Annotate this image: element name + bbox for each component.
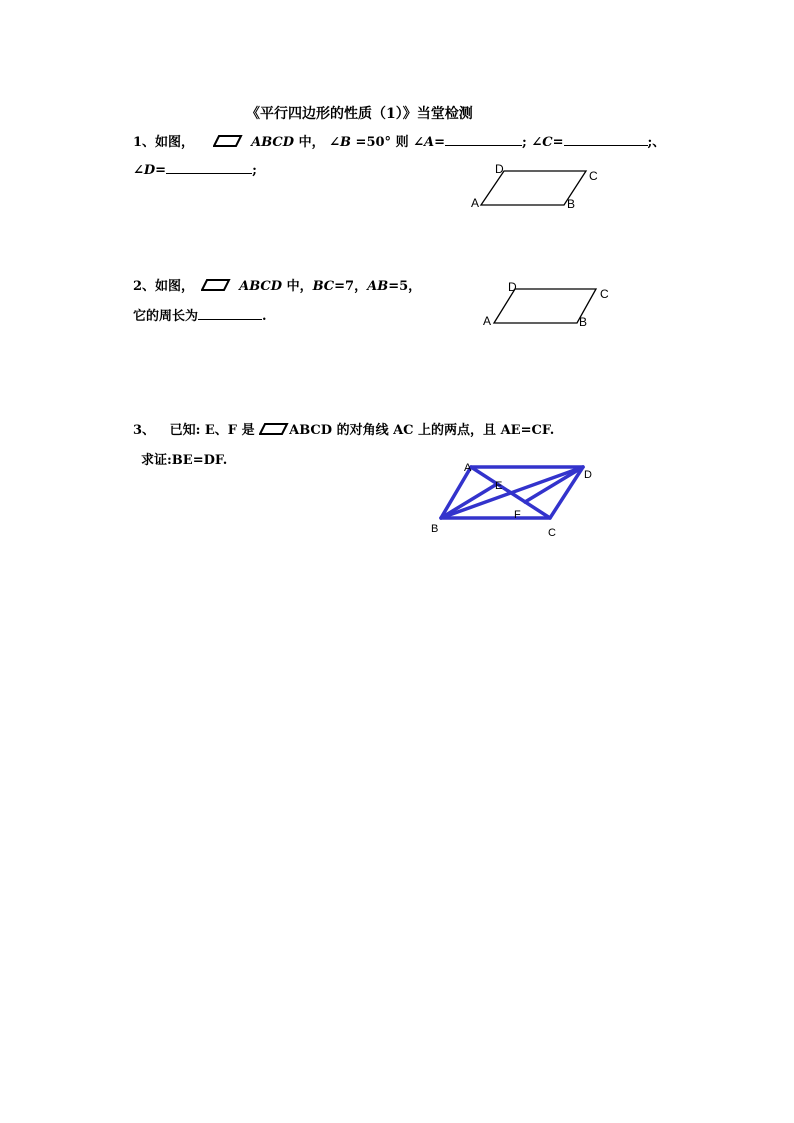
- question-1-ze: 则: [395, 135, 409, 150]
- question-1-figure-name: ABCD: [251, 135, 295, 150]
- vertex-label-d: D: [508, 280, 517, 294]
- question-2-bc-value: =7，: [334, 279, 368, 294]
- question-3-line-1: [133, 419, 554, 438]
- question-1-semicolon-1: ;: [522, 135, 527, 150]
- vertex-label-b: B: [579, 315, 588, 329]
- question-2-parallelogram-figure: [480, 280, 615, 332]
- point-label-f: F: [514, 509, 521, 521]
- question-2-figure-name: ABCD: [239, 279, 283, 294]
- vertex-label-d: D: [495, 162, 504, 176]
- question-1-angle-d: ∠D: [133, 163, 156, 178]
- parallelogram-icon: [259, 423, 289, 435]
- question-1-angle-a: ∠A: [413, 135, 435, 150]
- answer-blank-perimeter[interactable]: [198, 307, 262, 320]
- question-1-equals-a: =: [434, 135, 445, 150]
- vertex-label-a: A: [464, 462, 472, 474]
- point-label-e: E: [495, 480, 503, 492]
- question-2-ab-value: =5，: [388, 279, 422, 294]
- question-3-prove: 求证:BE=DF.: [141, 453, 228, 468]
- vertex-label-c: C: [600, 287, 609, 301]
- question-1-number: 1、如图，: [133, 135, 195, 150]
- question-2-bc: BC: [312, 279, 335, 294]
- answer-blank-angle-c[interactable]: [564, 133, 648, 146]
- vertex-label-c: C: [589, 169, 598, 183]
- vertex-label-a: A: [483, 314, 492, 328]
- answer-blank-angle-a[interactable]: [445, 133, 522, 146]
- question-2-perimeter-text: 它的周长为: [133, 309, 199, 324]
- answer-blank-angle-d[interactable]: [166, 161, 252, 174]
- question-1-semicolon-3: ;: [252, 163, 257, 178]
- question-1-line-2: [133, 161, 257, 178]
- question-1-parallelogram-figure: [465, 158, 605, 214]
- vertex-label-b: B: [431, 523, 439, 535]
- parallelogram-icon: [201, 279, 231, 291]
- vertex-label-d: D: [584, 469, 592, 481]
- question-1-angle-b: ∠B: [329, 135, 352, 150]
- question-2-ab: AB: [367, 279, 389, 294]
- vertex-label-c: C: [548, 527, 556, 539]
- question-1-semicolon-2: ;、: [647, 135, 666, 150]
- question-3-parallelogram-figure: [428, 458, 603, 540]
- question-1-zhong: 中，: [298, 135, 325, 150]
- question-3-number: 3、: [133, 423, 156, 438]
- question-1-angle-b-value: =50°: [355, 135, 392, 150]
- question-2-line-1: [133, 275, 421, 294]
- question-3-given-end: ABCD 的对角线 AC 上的两点，且 AE=CF.: [289, 423, 555, 438]
- vertex-label-a: A: [471, 196, 480, 210]
- question-1-angle-c: ∠C: [531, 135, 553, 150]
- question-2-line-2: [133, 305, 267, 324]
- question-3-given-start: 已知: E、F 是: [169, 423, 255, 438]
- question-1-equals-c: =: [552, 135, 564, 150]
- question-2-zhong: 中，: [282, 279, 313, 294]
- question-2-number: 2、如图，: [133, 279, 195, 294]
- page-title: 《平行四边形的性质（1）》当堂检测: [246, 106, 473, 122]
- vertex-label-b: B: [567, 197, 576, 211]
- question-2-period: .: [262, 309, 267, 324]
- question-1-line-1: [133, 131, 665, 150]
- question-1-equals-d: =: [155, 163, 167, 178]
- parallelogram-icon: [213, 135, 243, 147]
